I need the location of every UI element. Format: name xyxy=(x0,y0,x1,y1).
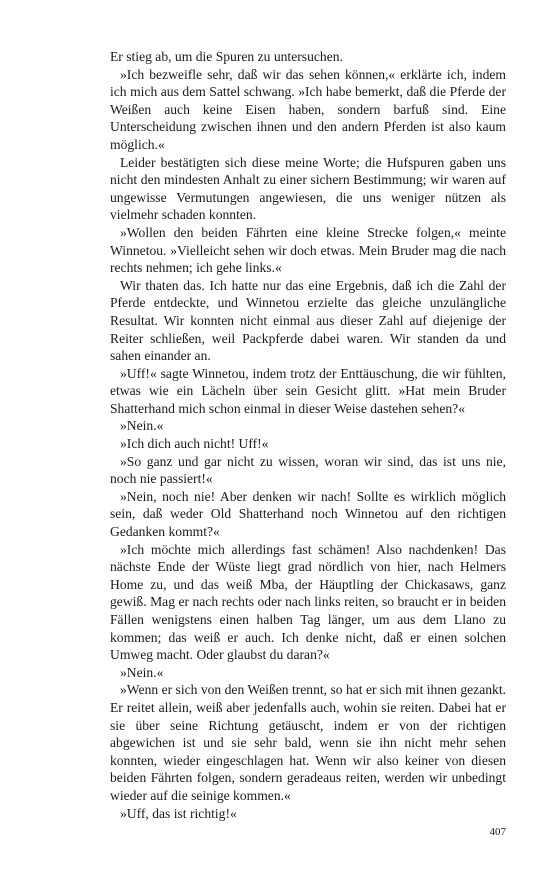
paragraph: »Uff!« sagte Winnetou, indem trotz der Enttäuschung, die wir fühlten, etwas wie ein Lächeln über sein Gesicht glitt. »Hat mein Bruder Shatterhand mich schon einmal in dieser Weise dastehen sehen?« xyxy=(110,365,506,416)
paragraph: »Ich möchte mich allerdings fast schämen! Also nachdenken! Das nächste Ende der Wüste liegt grad nördlich von hier, nach Helmers Home zu, und das weiß Mba, der Häuptling der Chickasaws, ganz gewiß. Mag er nach rechts oder nach links reiten, so braucht er in beiden Fällen wenigstens einen halben Tag länger, um aus dem Llano zu kommen; das weiß er auch. Ich denke nicht, daß er einen solchen Umweg macht. Oder glaubst du daran?« xyxy=(110,541,506,663)
paragraph: »Nein, noch nie! Aber denken wir nach! Sollte es wirklich möglich sein, daß weder Old Shatterhand noch Winnetou auf den richtigen Gedanken kommt?« xyxy=(110,488,506,540)
page-number: 407 xyxy=(489,826,506,838)
paragraph: Er stieg ab, um die Spuren zu untersuchen. xyxy=(110,49,343,64)
paragraph: Wir thaten das. Ich hatte nur das eine Ergebnis, daß ich die Zahl der Pferde entdeckte, und Winnetou erzielte das gleiche unzulängliche Resultat. Wir konnten nicht einmal aus dieser Zahl auf diejenige der Reiter schließen, weil Packpferde dabei waren. Wir standen da und sahen einander an. xyxy=(110,277,506,364)
paragraph: »So ganz und gar nicht zu wissen, woran wir sind, das ist uns nie, noch nie passiert!« xyxy=(110,453,506,487)
paragraph: »Wollen den beiden Fährten eine kleine Strecke folgen,« meinte Winnetou. »Vielleicht sehen wir doch etwas. Mein Bruder mag die nach rechts nehmen; ich gehe links.« xyxy=(110,224,506,276)
paragraph: »Ich dich auch nicht! Uff!« xyxy=(120,436,269,452)
paragraph: »Uff, das ist richtig!« xyxy=(120,805,237,821)
paragraph: Leider bestätigten sich diese meine Worte; die Hufspuren gaben uns nicht den mindesten Anhalt zu einer sichern Bestimmung; wir waren auf ungewisse Vermutungen angewiesen, die uns weniger nützen als vielmehr schaden konnten. xyxy=(110,154,506,223)
paragraph: »Nein.« xyxy=(120,664,164,680)
body-text xyxy=(110,48,506,822)
paragraph: »Ich bezweifle sehr, daß wir das sehen können,« erklärte ich, indem ich mich aus dem Sattel schwang. »Ich habe bemerkt, daß die Pferde der Weißen auch keine Eisen haben, sondern barfuß sind. Eine Unterscheidung zwischen ihnen und den andern Pferden ist also kaum möglich.« xyxy=(110,66,506,152)
paragraph: »Wenn er sich von den Weißen trennt, so hat er sich mit ihnen gezankt. Er reitet allein, weiß aber jedenfalls auch, wohin sie reiten. Dabei hat er sie über seine Richtung getäuscht, indem er von der richtigen abgewichen ist und sie sehr bald, wenn sie ihn nicht mehr sehen konnten, wieder eingeschlagen hat. Wenn wir also keiner von diesen beiden Fährten folgen, sondern geradeaus reiten, werden wir unbedingt wieder auf die seinige kommen.« xyxy=(110,682,507,803)
paragraph: »Nein.« xyxy=(120,418,164,434)
